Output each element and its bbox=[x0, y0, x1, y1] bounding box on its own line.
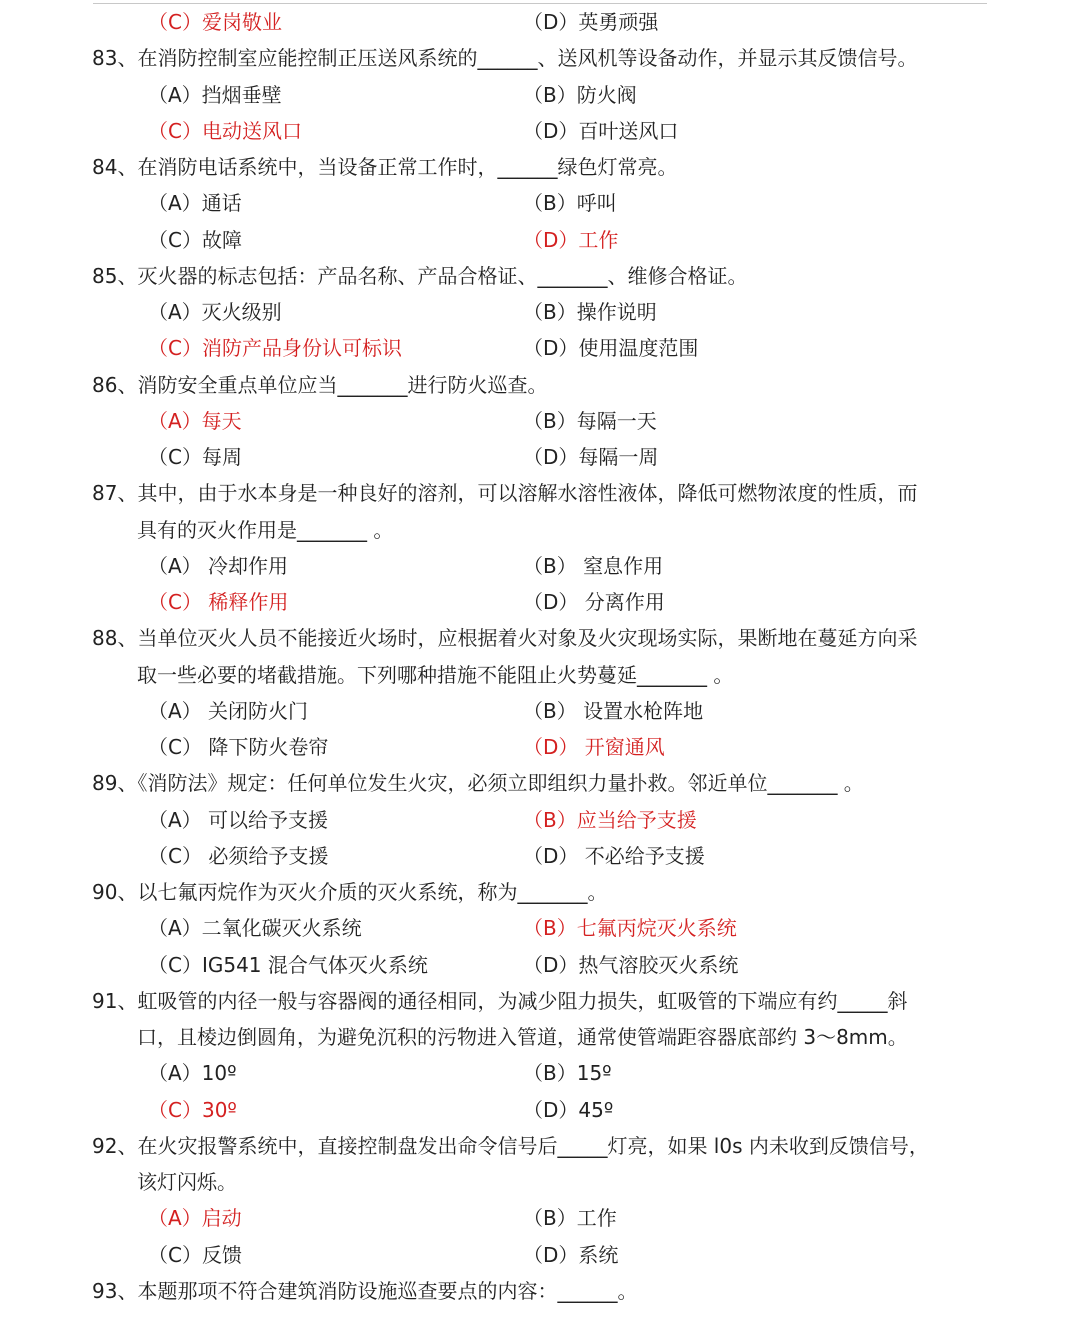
option-row bbox=[0, 1200, 1080, 1236]
option: （D）使用温度范围 bbox=[523, 336, 699, 361]
option-row bbox=[0, 439, 1080, 475]
option: （D）热气溶胶灭火系统 bbox=[523, 952, 739, 977]
question-text: 93、本题那项不符合建筑消防设施巡查要点的内容：______。 bbox=[92, 1278, 638, 1303]
option-row bbox=[0, 330, 1080, 366]
option: （B） 窒息作用 bbox=[523, 553, 664, 578]
question-text: 85、灭火器的标志包括：产品名称、产品合格证、_______、维修合格证。 bbox=[92, 263, 748, 288]
question-text-continued: 口，且棱边倒圆角，为避免沉积的污物进入管道，通常使管端距容器底部约 3～8mm。 bbox=[137, 1025, 908, 1049]
option-row bbox=[0, 548, 1080, 584]
option-row bbox=[0, 584, 1080, 620]
option: （B）呼叫 bbox=[523, 191, 617, 216]
option: （D） 分离作用 bbox=[523, 590, 665, 614]
option: （B）操作说明 bbox=[523, 300, 657, 324]
question-text: 90、以七氟丙烷作为灭火介质的灭火系统，称为_______。 bbox=[92, 880, 608, 904]
option: （A）10º bbox=[148, 1061, 237, 1086]
option-correct: （B）七氟丙烷灭火系统 bbox=[523, 916, 737, 941]
option: （A） 关闭防火门 bbox=[148, 698, 309, 723]
option: （D）每隔一周 bbox=[523, 445, 659, 469]
option: （C）反馈 bbox=[148, 1242, 242, 1267]
option-correct: （C） 稀释作用 bbox=[148, 590, 289, 614]
option-row bbox=[0, 403, 1080, 439]
option-row bbox=[0, 729, 1080, 765]
option: （D） 不必给予支援 bbox=[523, 843, 705, 868]
option: （C） 降下防火卷帘 bbox=[148, 735, 329, 759]
option: （A）灭火级别 bbox=[148, 300, 282, 324]
option: （A） 可以给予支援 bbox=[148, 807, 329, 832]
option-row bbox=[0, 294, 1080, 330]
question-text: 92、在火灾报警系统中，直接控制盘发出命令信号后_____灯亮，如果 l0s 内未收到反馈信号， bbox=[92, 1133, 929, 1158]
option-row bbox=[0, 185, 1080, 221]
question-text-continued: 具有的灭火作用是_______ 。 bbox=[137, 517, 394, 542]
option: （A）二氧化碳灭火系统 bbox=[148, 916, 362, 941]
option: （C）故障 bbox=[148, 227, 242, 252]
option: （B）15º bbox=[523, 1061, 612, 1086]
question-text: 84、在消防电话系统中，当设备正常工作时，______绿色灯常亮。 bbox=[92, 155, 678, 179]
question-text: 88、当单位灭火人员不能接近火场时，应根据着火对象及火灾现场实际，果断地在蔓延方向采 bbox=[92, 626, 918, 651]
option-row bbox=[0, 693, 1080, 729]
option-row bbox=[0, 113, 1080, 149]
option-correct: （C）电动送风口 bbox=[148, 118, 302, 143]
question-text: 87、其中，由于水本身是一种良好的溶剂，可以溶解水溶性液体，降低可燃物浓度的性质，而 bbox=[92, 481, 918, 506]
option-correct: （D） 开窗通风 bbox=[523, 735, 665, 759]
question-text-continued: 该灯闪烁。 bbox=[137, 1170, 237, 1194]
question-text: 83、在消防控制室应能控制正压送风系统的______、送风机等设备动作，并显示其反馈信号。 bbox=[92, 46, 918, 71]
option: （B）每隔一天 bbox=[523, 408, 657, 433]
option-correct: （C）30º bbox=[148, 1097, 237, 1122]
option: （D）英勇顽强 bbox=[523, 10, 659, 34]
option-correct: （B）应当给予支援 bbox=[523, 807, 697, 832]
question-text-continued: 取一些必要的堵截措施。下列哪种措施不能阻止火势蔓延_______ 。 bbox=[137, 662, 734, 687]
option: （C）IG541 混合气体灭火系统 bbox=[148, 952, 428, 977]
option: （D）百叶送风口 bbox=[523, 118, 679, 143]
question-text: 86、消防安全重点单位应当_______进行防火巡查。 bbox=[92, 372, 548, 397]
question-text: 91、虹吸管的内径一般与容器阀的通径相同，为减少阻力损失，虹吸管的下端应有约_____斜 bbox=[92, 988, 908, 1013]
question-text: 89、《消防法》规定：任何单位发生火灾，必须立即组织力量扑救。邻近单位_______ 。 bbox=[92, 771, 864, 796]
option-row bbox=[0, 1237, 1080, 1273]
option-row bbox=[0, 947, 1080, 983]
option-row bbox=[0, 1055, 1080, 1091]
option-row bbox=[0, 4, 1080, 40]
option-correct: （C）消防产品身份认可标识 bbox=[148, 336, 402, 361]
option: （A）挡烟垂壁 bbox=[148, 82, 282, 107]
option: （C） 必须给予支援 bbox=[148, 843, 329, 868]
option: （D）45º bbox=[523, 1097, 614, 1122]
option-row bbox=[0, 802, 1080, 838]
option-row bbox=[0, 222, 1080, 258]
option-correct: （D）工作 bbox=[523, 227, 619, 252]
option-row bbox=[0, 77, 1080, 113]
option: （B）防火阀 bbox=[523, 82, 637, 107]
option: （B）工作 bbox=[523, 1206, 617, 1231]
option: （A） 冷却作用 bbox=[148, 553, 289, 578]
option-correct: （A）启动 bbox=[148, 1206, 242, 1231]
option-correct: （A）每天 bbox=[148, 408, 242, 433]
option: （B） 设置水枪阵地 bbox=[523, 698, 704, 723]
option: （D）系统 bbox=[523, 1242, 619, 1267]
option-row bbox=[0, 1092, 1080, 1128]
option-correct: （C）爱岗敬业 bbox=[148, 10, 282, 34]
option: （C）每周 bbox=[148, 445, 242, 469]
option: （A）通话 bbox=[148, 191, 242, 216]
option-row bbox=[0, 910, 1080, 946]
option-row bbox=[0, 838, 1080, 874]
